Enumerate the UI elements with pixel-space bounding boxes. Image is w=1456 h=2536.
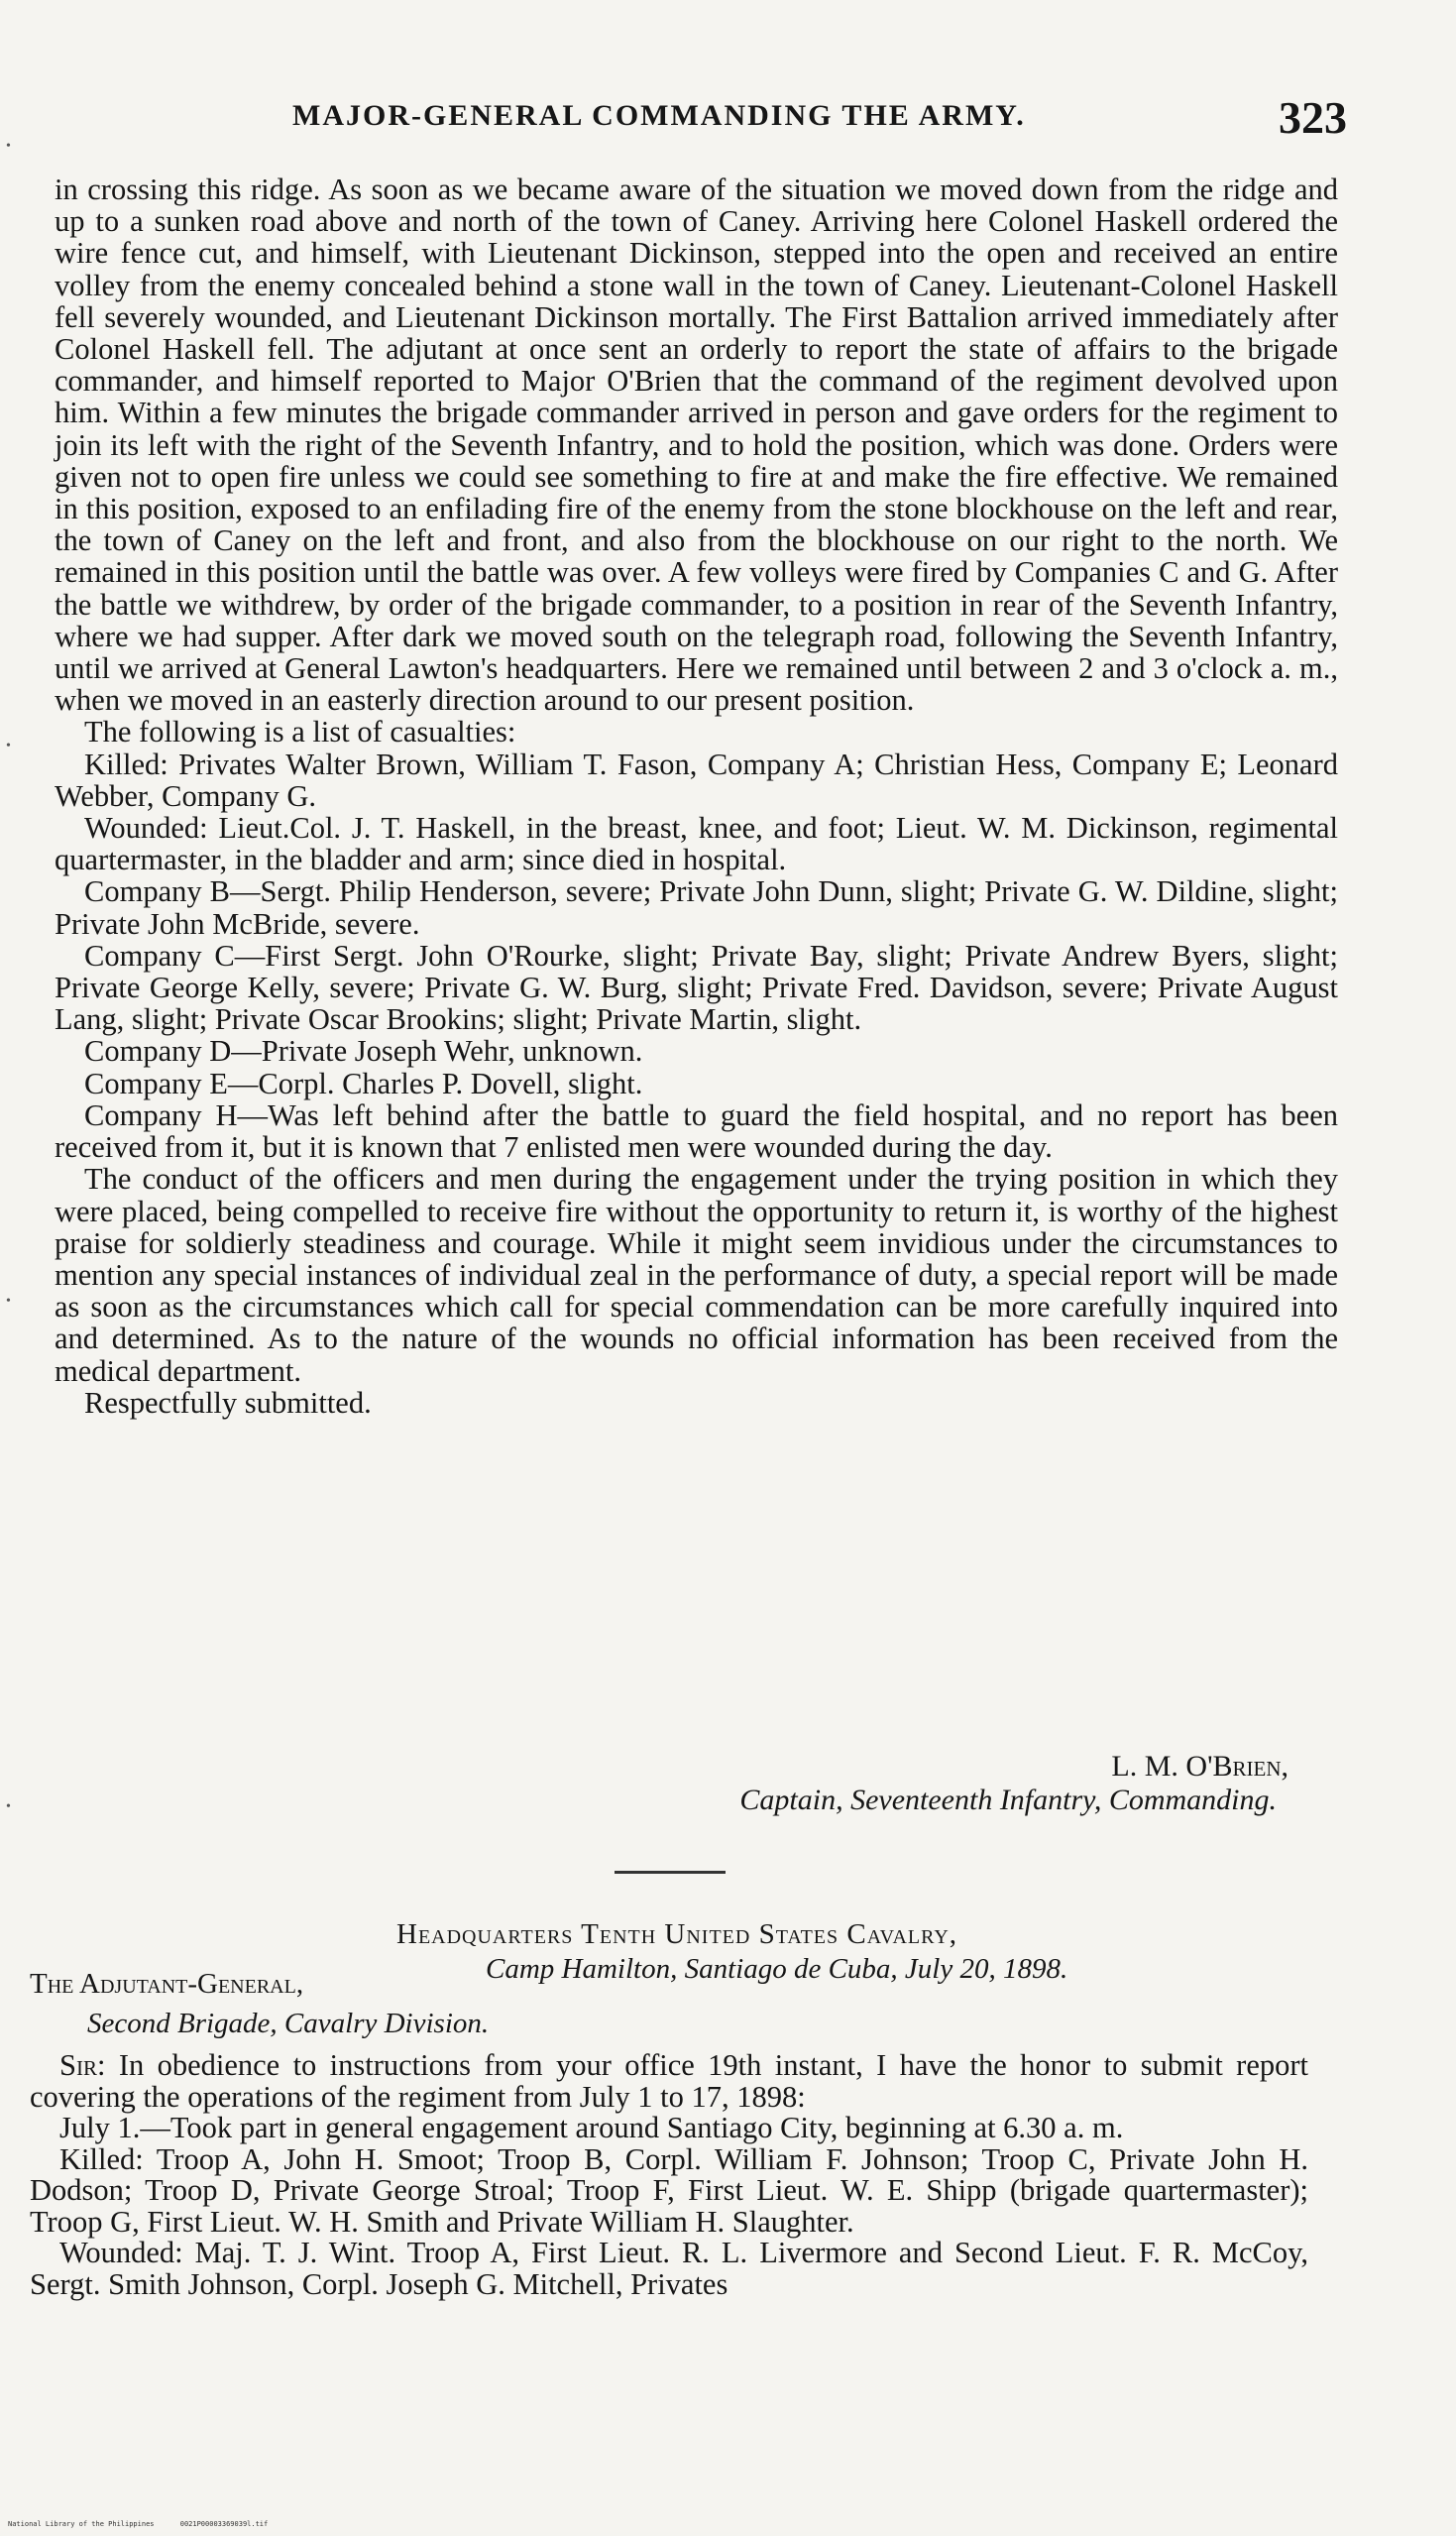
letter-addressee-line2: Second Brigade, Cavalry Division. xyxy=(87,2008,490,2039)
letter-paragraph-july1: July 1.—Took part in general engagement around Santiago City, beginning at 6.30 a. m. xyxy=(59,2111,1124,2144)
running-head: MAJOR-GENERAL COMMANDING THE ARMY. xyxy=(292,99,1026,132)
paragraph-company-b: Company B—Sergt. Philip Henderson, severe; Private John Dunn, slight; Private G. W. Dildine, slight; Private John McBride, severe. xyxy=(55,874,1338,941)
letter-headquarters: Headquarters Tenth United States Cavalry, xyxy=(396,1918,958,1950)
margin-mark: • xyxy=(6,139,11,154)
footer-file: 0021P00003369039l.tif xyxy=(179,2520,269,2528)
paragraph-company-d: Company D—Private Joseph Wehr, unknown. xyxy=(84,1034,643,1069)
salutation: Sir: xyxy=(59,2048,106,2082)
paragraph-casualty-intro: The following is a list of casualties: xyxy=(84,715,516,749)
letter-paragraph-intro xyxy=(30,2050,1308,2113)
paragraph-killed: Killed: Privates Walter Brown, William T. Fason, Company A; Christian Hess, Company E; Leonard Webber, Company G. xyxy=(55,747,1338,813)
letter-intro-text: In obedience to instructions from your office 19th instant, I have the honor to submit report covering the operations of the regiment from July 1 to 17, 1898: xyxy=(30,2048,1309,2114)
paragraph-company-c: Company C—First Sergt. John O'Rourke, slight; Private Bay, slight; Private Andrew Byers, slight; Private George Kelly, severe; Private G. W. Burg, slight; Private Fred. Davidson, severe; Private August Lang, slight; Private Oscar Brookins; slight; Private Martin, slight. xyxy=(55,938,1338,1037)
margin-mark: • xyxy=(6,1294,11,1309)
page-number: 323 xyxy=(1279,92,1347,143)
signature-block xyxy=(555,1750,1288,1817)
paragraph-wounded: Wounded: Lieut.Col. J. T. Haskell, in the breast, knee, and foot; Lieut. W. M. Dickinson, regimental quartermaster, in the bladder and arm; since died in hospital. xyxy=(55,811,1338,877)
footer-library: National Library of the Philippines xyxy=(8,2520,155,2528)
signature-title: Captain, Seventeenth Infantry, Commanding. xyxy=(739,1784,1277,1816)
paragraph-closing: Respectfully submitted. xyxy=(84,1385,372,1420)
signature-name: L. M. O'Brien, xyxy=(1111,1750,1288,1783)
letter-paragraph-wounded: Wounded: Maj. T. J. Wint. Troop A, First Lieut. R. L. Livermore and Second Lieut. F. R. McCoy, Sergt. Smith Johnson, Corpl. Joseph G. Mitchell, Privates xyxy=(30,2236,1308,2301)
paragraph-conduct: The conduct of the officers and men during the engagement under the trying position in which they were placed, being compelled to receive fire without the opportunity to return it, is worthy of the highest praise for soldierly steadiness and courage. While it might seem invidious under the circumstances to mention any special instances of individual zeal in the performance of duty, a special report will be made as soon as the circumstances which call for special commendation can be more carefully inquired into and determined. As to the nature of the wounds no official information has been received from the medical department. xyxy=(55,1162,1338,1388)
paragraph-company-e: Company E—Corpl. Charles P. Dovell, slight. xyxy=(84,1066,643,1100)
report-body xyxy=(55,173,1338,1419)
paragraph-narrative: in crossing this ridge. As soon as we became aware of the situation we moved down from the ridge and up to a sunken road above and north of the town of Caney. Arriving here Colonel Haskell ordered the wire fence cut, and himself, with Lieutenant Dickinson, stepped into the open and received an entire volley from the enemy concealed behind a stone wall in the town of Caney. Lieutenant-Colonel Haskell fell severely wounded, and Lieutenant Dickinson mortally. The First Battalion arrived immediately after Colonel Haskell fell. The adjutant at once sent an orderly to report the state of affairs to the brigade commander, and himself reported to Major O'Brien that the command of the regiment devolved upon him. Within a few minutes the brigade commander arrived in person and gave orders for the regiment to join its left with the right of the Seventh Infantry, and to hold the position, which was done. Orders were given not to open fire unless we could see something to fire at and make the fire effective. We remained in this position, exposed to an enfilading fire of the enemy from the stone blockhouse on the left and rear, the town of Caney on the left and front, and also from the blockhouse on our right to the north. We remained in this position until the battle was over. A few volleys were fired by Companies C and G. After the battle we withdrew, by order of the brigade commander, to a position in rear of the Seventh Infantry, where we had supper. After dark we moved south on the telegraph road, following the Seventh Infantry, until we arrived at General Lawton's headquarters. Here we remained until between 2 and 3 o'clock a. m., when we moved in an easterly direction around to our present position. xyxy=(55,173,1338,718)
section-divider xyxy=(615,1871,726,1874)
margin-mark: • xyxy=(6,1799,11,1814)
letter-addressee: The Adjutant-General, xyxy=(30,1968,304,2000)
letter-place-date: Camp Hamilton, Santiago de Cuba, July 20, 1898. xyxy=(486,1953,1068,1985)
margin-mark: • xyxy=(6,739,11,753)
scan-footer xyxy=(8,2520,289,2528)
letter-body xyxy=(30,2050,1308,2300)
paragraph-company-h: Company H—Was left behind after the battle to guard the field hospital, and no report has been received from it, but it is known that 7 enlisted men were wounded during the day. xyxy=(55,1097,1338,1165)
letter-paragraph-killed: Killed: Troop A, John H. Smoot; Troop B, Corpl. William F. Johnson; Troop C, Private John H. Dodson; Troop D, Private George Stroal; Troop F, First Lieut. W. E. Shipp (brigade quartermaster); Troop G, First Lieut. W. H. Smith and Private William H. Slaughter. xyxy=(30,2141,1308,2239)
